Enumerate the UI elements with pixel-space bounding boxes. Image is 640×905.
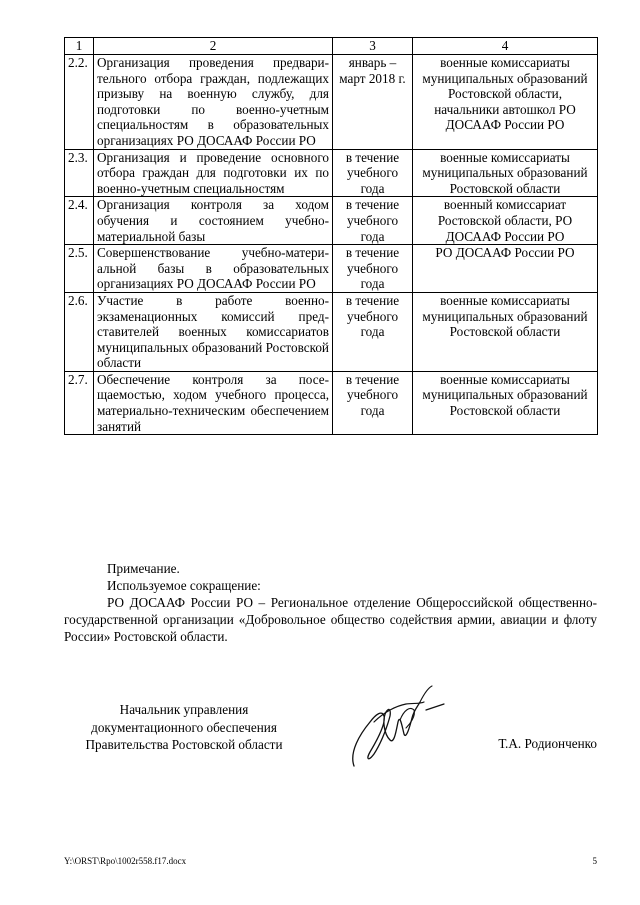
signatory-position-line: документационного обеспечения	[91, 719, 277, 735]
footer-file-path: Y:\ORST\Rpo\1002r558.f17.docx	[64, 856, 187, 866]
row-number: 2.5.	[65, 245, 94, 293]
row-term: в течение учебного года	[333, 371, 413, 434]
row-responsible: военные комиссариаты муниципальных образований Ростовской области	[413, 292, 598, 371]
row-term: в течение учебного года	[333, 245, 413, 293]
row-term: в течение учебного года	[333, 197, 413, 245]
table-row	[65, 55, 598, 150]
note-title: Примечание.	[107, 561, 180, 576]
column-header-term: 3	[333, 38, 413, 55]
row-term: в течение учебного года	[333, 292, 413, 371]
note-abbreviation-intro: Используемое сокращение:	[107, 578, 261, 593]
column-header-action: 2	[94, 38, 333, 55]
row-action: Обеспечение контроля за посещаемостью, ходом учебного процесса, материально-техническим обеспечением занятий	[94, 371, 333, 434]
activities-table	[64, 37, 598, 435]
row-responsible: военные комиссариаты муниципальных образований Ростовской области	[413, 371, 598, 434]
row-responsible: РО ДОСААФ России РО	[413, 245, 598, 293]
signatory-position-line: Начальник управления	[119, 702, 249, 717]
table-header-row	[65, 38, 598, 55]
row-term: январь – март 2018 г.	[333, 55, 413, 150]
table-row	[65, 197, 598, 245]
signatory-position	[64, 701, 304, 754]
row-action: Совершенствование учебно-материальной базы в образовательных организациях РО ДОСААФ России РО	[94, 245, 333, 293]
handwritten-signature	[340, 682, 452, 774]
table-row	[65, 292, 598, 371]
column-header-number: 1	[65, 38, 94, 55]
row-responsible: военные комиссариаты муниципальных образований Ростовской области, начальники автошкол РО ДОСААФ России РО	[413, 55, 598, 150]
table-row	[65, 149, 598, 197]
table-row	[65, 245, 598, 293]
row-number: 2.7.	[65, 371, 94, 434]
row-term: в течение учебного года	[333, 149, 413, 197]
table-row	[65, 371, 598, 434]
row-number: 2.6.	[65, 292, 94, 371]
row-action: Организация и проведение основного отбора граждан для подготовки их по военно-учетным специальностям	[94, 149, 333, 197]
row-responsible: военные комиссариаты муниципальных образований Ростовской области	[413, 149, 598, 197]
row-number: 2.4.	[65, 197, 94, 245]
note-abbreviation-text: РО ДОСААФ России РО – Региональное отделение Общероссийской общественно-государственной организации «Добровольное общество содействия армии, авиации и флоту России» Ростовской области.	[64, 595, 597, 644]
column-header-responsible: 4	[413, 38, 598, 55]
row-responsible: военный комиссариат Ростовской области, РО ДОСААФ России РО	[413, 197, 598, 245]
row-action: Участие в работе военно-экзаменационных комиссий представителей военных комиссариатов муниципальных образований Ростовской области	[94, 292, 333, 371]
row-number: 2.3.	[65, 149, 94, 197]
row-action: Организация контроля за ходом обучения и состоянием учебно-материальной базы	[94, 197, 333, 245]
row-action: Организация проведения предварительного отбора граждан, подлежащих призыву на военную службу, для подготовки по военно-учетным специальностям в образовательных организациях РО ДОСААФ России РО	[94, 55, 333, 150]
row-number: 2.2.	[65, 55, 94, 150]
page-number: 5	[592, 856, 597, 866]
signatory-name: Т.А. Родионченко	[498, 736, 597, 751]
signatory-position-line: Правительства Ростовской области	[85, 737, 283, 752]
